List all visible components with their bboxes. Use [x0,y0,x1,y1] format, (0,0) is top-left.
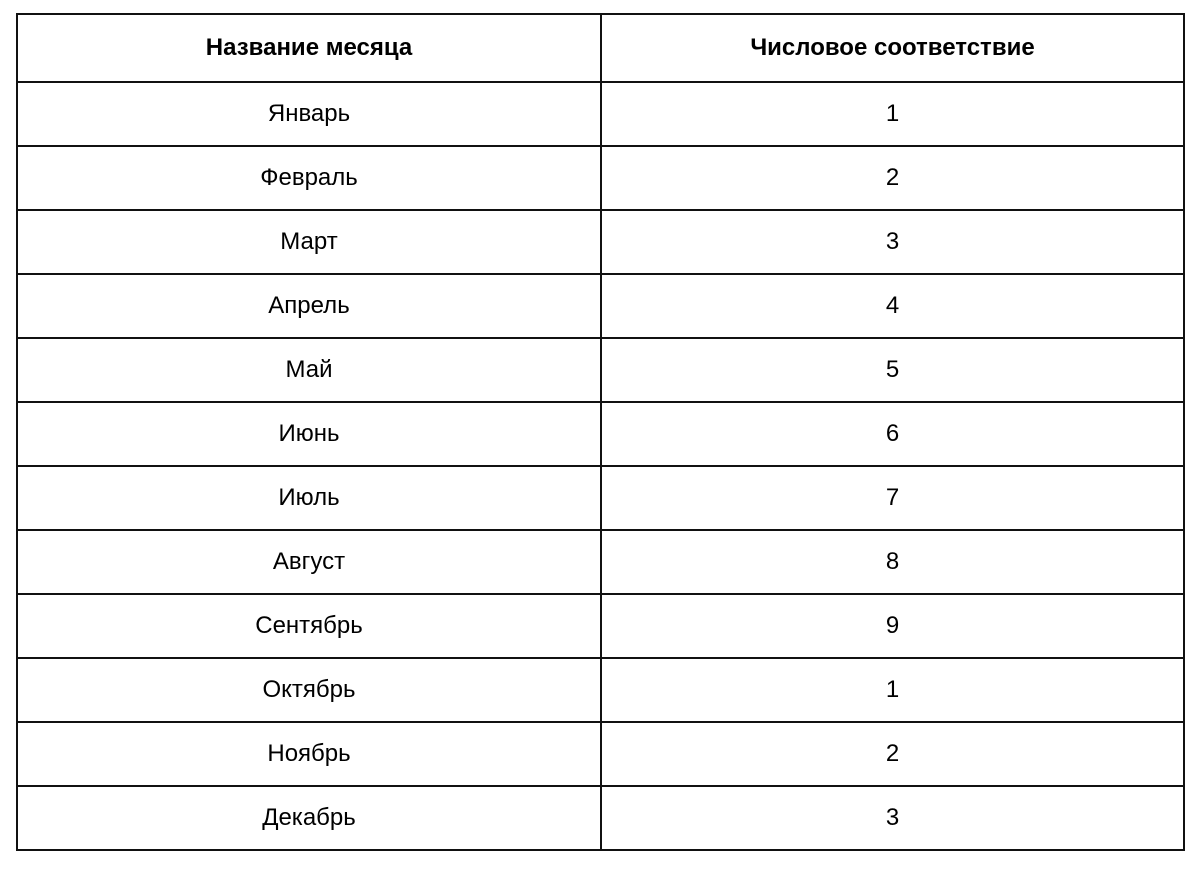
month-name-cell: Апрель [17,274,601,338]
month-name-cell: Июль [17,466,601,530]
month-number-cell: 6 [601,402,1184,466]
month-number-cell: 2 [601,722,1184,786]
month-number-cell: 4 [601,274,1184,338]
month-number-cell: 3 [601,786,1184,850]
header-number: Числовое соответствие [601,14,1184,82]
table-row [17,82,1184,146]
month-number-cell: 5 [601,338,1184,402]
month-number-cell: 8 [601,530,1184,594]
header-month-name: Название месяца [17,14,601,82]
month-name-cell: Май [17,338,601,402]
month-number-cell: 1 [601,658,1184,722]
table-row [17,402,1184,466]
table-row [17,210,1184,274]
month-number-cell: 1 [601,82,1184,146]
month-name-cell: Январь [17,82,601,146]
month-name-cell: Сентябрь [17,594,601,658]
table-row [17,530,1184,594]
table-row [17,146,1184,210]
table-row [17,722,1184,786]
month-number-cell: 3 [601,210,1184,274]
table-row [17,594,1184,658]
month-name-cell: Август [17,530,601,594]
table-row [17,274,1184,338]
table-row [17,466,1184,530]
month-name-cell: Февраль [17,146,601,210]
month-name-cell: Декабрь [17,786,601,850]
month-number-cell: 7 [601,466,1184,530]
month-name-cell: Ноябрь [17,722,601,786]
month-name-cell: Март [17,210,601,274]
month-number-cell: 2 [601,146,1184,210]
table-row [17,658,1184,722]
month-name-cell: Октябрь [17,658,601,722]
month-number-cell: 9 [601,594,1184,658]
header-row [17,14,1184,82]
table-row [17,338,1184,402]
months-table [16,13,1185,851]
month-name-cell: Июнь [17,402,601,466]
table-row [17,786,1184,850]
